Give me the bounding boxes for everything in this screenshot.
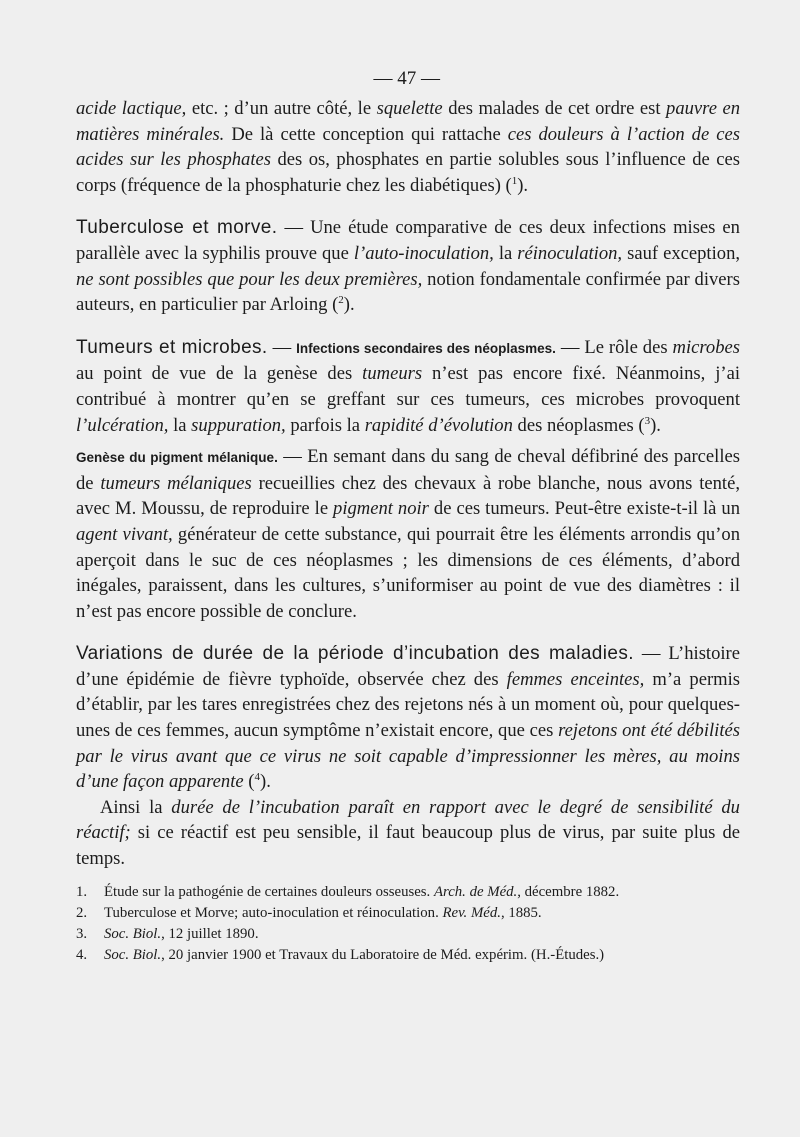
text-run: — L’histoire d’une épidémie de fièvre typhoïde, observée chez des: [76, 643, 740, 690]
italic-text: rapidité d’évolution: [364, 414, 513, 436]
footnote-ref: 4: [254, 771, 260, 784]
italic-text: ces douleurs à l’action de ces acides sur les phosphates: [76, 123, 740, 171]
italic-text: Soc. Biol.: [104, 946, 162, 963]
text-run: —: [267, 336, 297, 358]
footnote-number: 2.: [76, 904, 88, 921]
text-run: des malades de cet ordre est: [442, 98, 667, 119]
italic-text: réinoculation,: [517, 242, 623, 264]
text-run: recueillies chez des chevaux à robe blanche, nous avons tenté, avec M. Moussu, de reproduire le: [76, 472, 741, 520]
text-run: parfois la: [285, 414, 365, 436]
text-run: des néoplasmes (: [512, 414, 645, 436]
italic-text: l’ulcération,: [76, 414, 169, 436]
italic-text: microbes: [672, 336, 741, 358]
text-run: — En semant dans du sang de cheval défibriné des parcelles de: [76, 446, 741, 494]
italic-text: Soc. Biol.: [104, 925, 162, 942]
text-run: m’a permis d’établir, par les tares enregistrées chez des rejetons nés à un moment où, pour quelques-unes de ces femmes, aucun symptôme n’existait encore, que ces: [76, 668, 740, 742]
footnote-number: 4.: [76, 946, 88, 963]
text-run: Étude sur la pathogénie de certaines douleurs osseuses.: [104, 883, 434, 900]
text-run: Tuberculose et Morve; auto-inoculation et réinoculation.: [104, 904, 443, 921]
subsection-heading: Infections secondaires des néoplasmes.: [296, 340, 556, 356]
text-run: la: [493, 242, 518, 264]
section-heading: Tuberculose et morve.: [76, 217, 278, 239]
footnote-ref: 2: [338, 293, 344, 306]
page-content: [76, 62, 740, 966]
text-run: de ces tumeurs. Peut-être existe-t-il là un: [428, 498, 740, 520]
footnote-number: 3.: [76, 925, 88, 942]
section-heading: Variations de durée de la période d’incubation des maladies.: [76, 643, 634, 665]
text-run: ).: [517, 174, 529, 196]
footnote: [76, 903, 740, 924]
italic-text: Rev. Méd.: [442, 904, 501, 921]
footnote-number: 1.: [76, 883, 88, 900]
footnote: [76, 924, 740, 945]
italic-text: tumeurs mélaniques: [100, 472, 252, 494]
italic-text: pigment noir: [333, 498, 429, 520]
italic-text: durée de l’incubation paraît en rapport avec le degré de sensibilité du réactif;: [76, 796, 740, 844]
text-run: générateur de cette substance, qui pourrait être les éléments arrondis qu’on aperçoit dans le suc de ces néoplasmes ; les dimensions de ces éléments, d’abord inégales, paraissent, dans les cultures, s’uniformiser au point de vue des diamètres : il n’est pas encore possible de conclure.: [76, 523, 740, 622]
paragraph-p3: [76, 335, 740, 438]
text-run: — Une étude comparative de ces deux infections mises en parallèle avec la syphilis prouve que: [76, 217, 740, 264]
text-run: Ainsi la: [100, 796, 172, 818]
footnote: [76, 945, 740, 966]
footnotes: [76, 882, 740, 966]
italic-text: Arch. de Méd.: [433, 883, 518, 900]
text-run: ).: [260, 771, 271, 793]
text-run: — Le rôle des: [555, 336, 673, 358]
text-run: la: [168, 414, 192, 436]
italic-text: agent vivant,: [76, 523, 173, 545]
italic-text: ne sont possibles que pour les deux premières,: [76, 268, 423, 290]
page-body: [76, 96, 740, 872]
text-run: , 20 janvier 1900 et Travaux du Laboratoire de Méd. expérim. (H.-Études.): [161, 946, 605, 963]
text-run: De là cette conception qui rattache: [224, 123, 508, 145]
italic-text: suppuration,: [191, 414, 286, 436]
italic-text: acide lactique: [76, 98, 182, 119]
italic-text: l’auto-inoculation,: [353, 242, 494, 264]
text-run: des os, phosphates en partie solubles sous l’influence de ces corps (fréquence de la phosphaturie chez les diabétiques) (: [76, 149, 741, 196]
paragraph-p6: [76, 795, 740, 872]
text-run: ).: [650, 414, 661, 436]
text-run: , 1885.: [500, 904, 542, 921]
text-run: n’est pas encore fixé. Néanmoins, j’ai contribué à montrer qu’en se greffant sur ces tumeurs, ces microbes provoquent: [76, 363, 740, 410]
paragraph-p5: [76, 641, 740, 795]
paragraph-p1: [76, 96, 740, 198]
subsection-heading: Genèse du pigment mélanique.: [76, 450, 278, 466]
italic-text: squelette: [376, 98, 443, 119]
italic-text: rejetons ont été débilités par le virus avant que ce virus ne soit capable d’impressionner les mères, au moins d’une façon apparente: [76, 720, 740, 793]
italic-text: pauvre en matières minérales.: [76, 98, 741, 145]
italic-text: tumeurs: [362, 363, 423, 385]
text-run: notion fondamentale confirmée par divers auteurs, en particulier par Arloing (: [76, 268, 740, 316]
text-run: , etc. ; d’un autre côté, le: [181, 98, 377, 119]
text-run: ).: [343, 294, 355, 316]
paragraph-p2: [76, 215, 740, 317]
section-heading: Tumeurs et microbes.: [76, 336, 268, 358]
text-run: , 12 juillet 1890.: [161, 925, 259, 942]
footnote-ref: 1: [511, 174, 518, 187]
paragraph-p4: [76, 444, 740, 624]
footnote-ref: 3: [644, 414, 651, 427]
footnote: [76, 882, 740, 903]
page-number: — 47 —: [373, 68, 440, 89]
text-run: au point de vue de la genèse des: [76, 363, 363, 385]
text-run: , décembre 1882.: [517, 883, 620, 900]
text-run: sauf exception,: [622, 242, 741, 264]
text-run: si ce réactif est peu sensible, il faut beaucoup plus de virus, par suite plus de temps.: [76, 822, 740, 870]
italic-text: femmes enceintes,: [506, 668, 645, 690]
text-run: (: [243, 771, 255, 793]
